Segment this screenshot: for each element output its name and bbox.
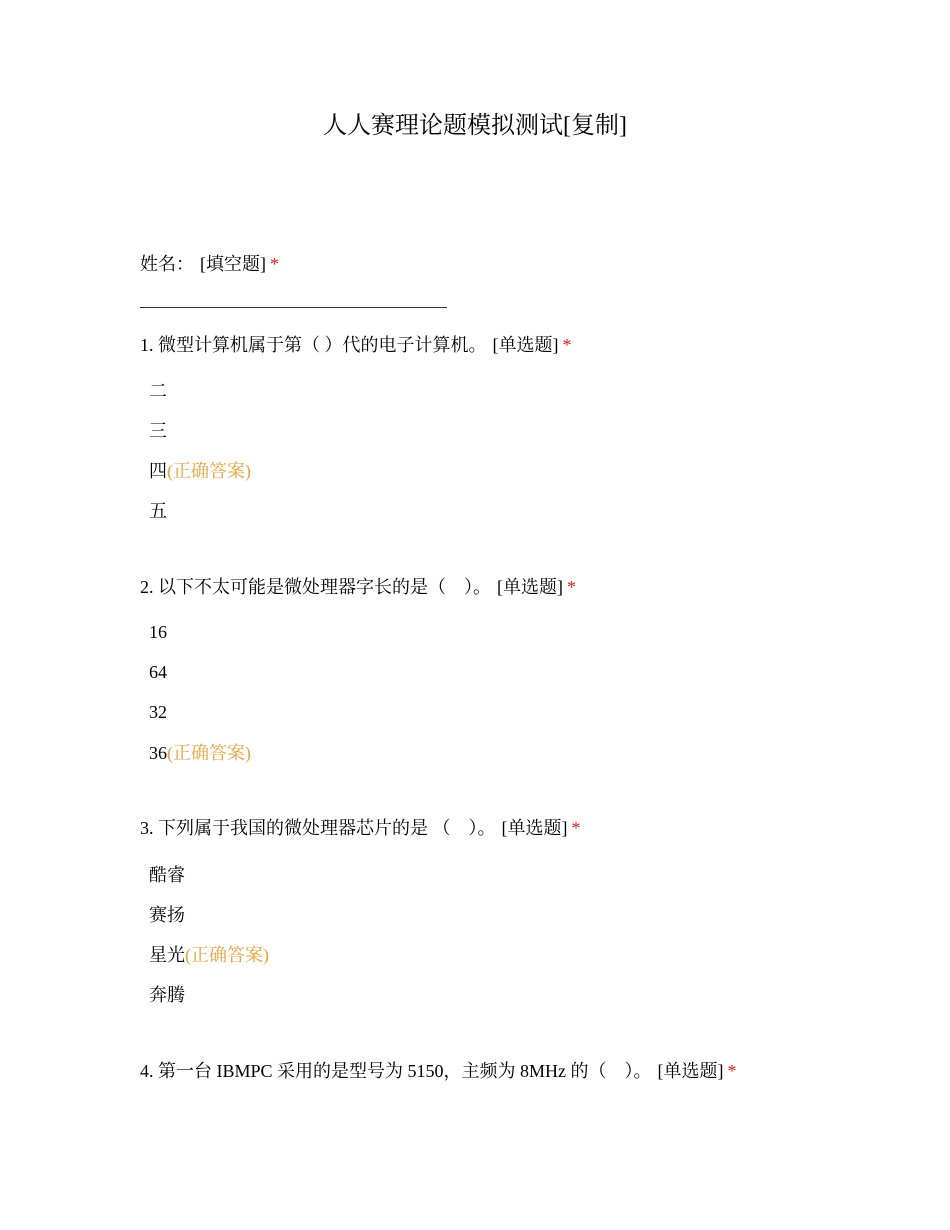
option-text: 星光 xyxy=(149,945,185,965)
question-4-title xyxy=(140,1058,860,1084)
required-mark: * xyxy=(571,818,581,838)
option-text: 36 xyxy=(149,743,167,763)
question-2-option-1[interactable] xyxy=(149,619,167,645)
option-text: 奔腾 xyxy=(149,985,185,1005)
option-text: 32 xyxy=(149,702,167,722)
option-text: 二 xyxy=(149,381,167,401)
question-1-option-2[interactable] xyxy=(149,418,167,444)
question-2-option-3[interactable] xyxy=(149,699,167,725)
required-mark: * xyxy=(567,577,576,597)
question-number: 1. xyxy=(140,335,154,355)
page-title: 人人赛理论题模拟测试[复制] xyxy=(323,113,627,139)
question-type-tag: [单选题] xyxy=(497,577,563,597)
required-mark: * xyxy=(562,335,572,355)
option-text: 四 xyxy=(149,461,167,481)
question-type-tag: [单选题] xyxy=(657,1061,724,1081)
question-number: 3. xyxy=(140,818,154,838)
correct-answer-label: (正确答案) xyxy=(167,461,251,481)
question-text: 微型计算机属于第（ ）代的电子计算机。 xyxy=(158,335,487,355)
required-mark: * xyxy=(270,254,279,274)
question-1-option-4[interactable] xyxy=(149,498,167,524)
question-1-option-3[interactable] xyxy=(149,458,251,484)
question-text: 下列属于我国的微处理器芯片的是 （ ）。 xyxy=(158,818,496,838)
name-label: 姓名： xyxy=(140,254,194,274)
question-1-title xyxy=(140,332,860,358)
name-field-label xyxy=(140,251,860,277)
question-number: 2. xyxy=(140,577,154,597)
option-text: 64 xyxy=(149,662,167,682)
name-input-line[interactable] xyxy=(140,307,447,308)
option-text: 16 xyxy=(149,622,167,642)
correct-answer-label: (正确答案) xyxy=(167,743,251,763)
question-type-tag: [单选题] xyxy=(492,335,559,355)
question-3-option-4[interactable] xyxy=(149,982,185,1008)
question-text: 以下不太可能是微处理器字长的是（ ）。 xyxy=(158,577,491,597)
question-2-option-2[interactable] xyxy=(149,659,167,685)
option-text: 酷睿 xyxy=(149,865,185,885)
question-3-option-3[interactable] xyxy=(149,942,269,968)
question-3-title xyxy=(140,815,860,841)
option-text: 三 xyxy=(149,421,167,441)
question-text: 第一台 IBMPC 采用的是型号为 5150，主频为 8MHz 的（ ）。 xyxy=(158,1061,652,1081)
question-3-option-1[interactable] xyxy=(149,862,185,888)
question-number: 4. xyxy=(140,1061,154,1081)
question-2-title xyxy=(140,574,860,600)
question-3-option-2[interactable] xyxy=(149,902,185,928)
question-1-option-1[interactable] xyxy=(149,378,167,404)
correct-answer-label: (正确答案) xyxy=(185,945,269,965)
question-2-option-4[interactable] xyxy=(149,740,251,766)
question-type-tag: [填空题] xyxy=(200,254,266,274)
option-text: 五 xyxy=(149,501,167,521)
required-mark: * xyxy=(727,1061,737,1081)
question-type-tag: [单选题] xyxy=(501,818,568,838)
option-text: 赛扬 xyxy=(149,905,185,925)
